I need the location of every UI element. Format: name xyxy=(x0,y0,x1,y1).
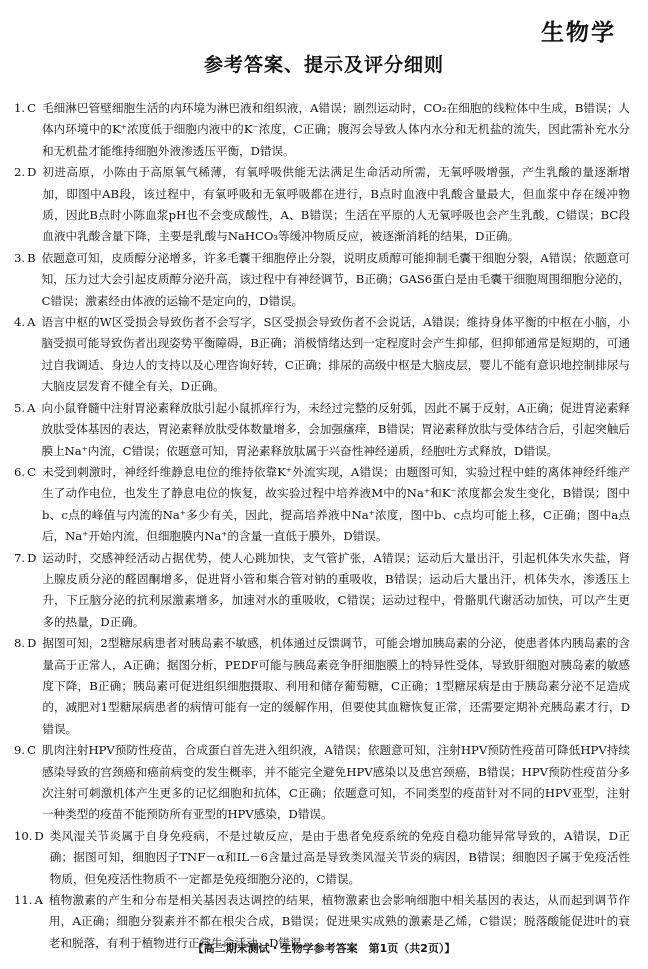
page-footer: 【高二期末测试・生物学参考答案 第1页（共2页）】 xyxy=(192,942,456,955)
answer-item xyxy=(14,633,630,740)
item-answer: D xyxy=(34,828,44,843)
item-number: 11. xyxy=(14,893,33,908)
item-explanation: 向小鼠脊髓中注射胃泌素释放肽引起小鼠抓痒行为，未经过完整的反射弧，因此不属于反射，A正确；促进胃泌素释放肽受体基因的表达，胃泌素释放肽受体数量增多，会加强瘙痒，B错误；胃泌素释放肽与受体结合后，引起突触后膜上Na⁺内流，C错误；依题意可知，胃泌素释放肽属于兴奋性神经递质，经胞吐方式释放，D错误。 xyxy=(41,400,630,458)
item-answer: C xyxy=(27,464,36,479)
answer-item xyxy=(14,462,630,548)
item-answer: D xyxy=(27,550,37,565)
item-answer: C xyxy=(27,101,36,115)
item-answer: C xyxy=(27,743,36,758)
item-number: 5. xyxy=(14,400,26,415)
item-number: 8. xyxy=(14,636,26,651)
item-answer: D xyxy=(27,165,37,180)
item-explanation: 据图可知，2型糖尿病患者对胰岛素不敏感，机体通过反馈调节，可能会增加胰岛素的分泌，使患者体内胰岛素的含量高于正常人，A正确；据图分析，PEDF可能与胰岛素竞争肝细胞膜上的特异性受体，导致肝细胞对胰岛素的敏感度下降，B正确；胰岛素可促进组织细胞摄取、利用和储存葡萄糖，C正确；1型糖尿病是由于胰岛素分泌不足造成的，减肥对1型糖尿病患者的病情可能有一定的缓解作用，但要使其血糖恢复正常，还需要定期补充胰岛素才行，D错误。 xyxy=(42,636,630,736)
subject-label: 生物学 xyxy=(541,20,616,46)
answer-item xyxy=(14,312,630,398)
item-number: 3. xyxy=(14,250,26,265)
item-number: 2. xyxy=(14,165,26,180)
item-number: 1. xyxy=(14,101,26,115)
item-explanation: 肌肉注射HPV预防性疫苗，合成蛋白首先进入组织液，A错误；依题意可知，注射HPV预防性疫苗可降低HPV持续感染导致的宫颈癌和癌前病变的发生概率，并不能完全避免HPV感染以及患宫颈癌，B错误；HPV预防性疫苗分多次注射可刺激机体产生更多的记忆细胞和抗体，C正确；依题意可知，不同类型的疫苗针对不同的HPV亚型，注射一种类型的疫苗不能预防所有亚型的HPV感染，D错误。 xyxy=(41,743,630,822)
item-explanation: 类风湿关节炎属于自身免疫病，不是过敏反应，是由于患者免疫系统的免疫自稳功能异常导致的，A错误，D正确；据图可知，细胞因子TNF－α和IL－6含量过高是导致类风湿关节炎的病因，B错误；细胞因子属于免疫活性物质，但免疫活性物质不一定都是免疫细胞分泌的，C错误。 xyxy=(49,828,630,886)
answer-item xyxy=(14,826,630,890)
answer-list xyxy=(14,98,630,954)
item-explanation: 初进高原，小陈由于高原氧气稀薄，有氧呼吸供能无法满足生命活动所需，无氧呼吸增强，产生乳酸的量逐渐增加，即图中AB段，该过程中，有氧呼吸和无氧呼吸都在进行，B点时血液中乳酸含量最大，但血浆中存在缓冲物质，因此B点时小陈血浆pH也不会变成酸性，A、B错误；生活在平原的人无氧呼吸也会产生乳酸，C错误；BC段血液中乳酸含量下降，主要是乳酸与NaHCO₃等缓冲物质反应，被逐渐消耗的结果，D正确。 xyxy=(42,165,630,244)
item-answer: B xyxy=(27,250,36,265)
item-number: 10. xyxy=(14,828,33,843)
item-explanation: 毛细淋巴管壁细胞生活的内环境为淋巴液和组织液，A错误；剧烈运动时，CO₂在细胞的线粒体中生成，B错误；人体内环境中的K⁺浓度低于细胞内液中的K⁻浓度，C正确；腹泻会导致人体内水分和无机盐的流失，因此需补充水分和无机盐才能维持细胞外液渗透压平衡，D错误。 xyxy=(41,101,630,158)
item-explanation: 未受到刺激时，神经纤维静息电位的维持依靠K⁺外流实现，A错误；由题图可知，实验过程中蛙的离体神经纤维产生了动作电位，也发生了静息电位的恢复，故实验过程中培养液M中的Na⁺和K⁻浓度都会发生变化，B错误；图中b、c点的峰值与内流的Na⁺多少有关，因此，提高培养液中Na⁺浓度，图中b、c点均可能上移，C正确；图中a点后，Na⁺开始内流，但细胞膜内Na⁺的含量一直低于膜外，D错误。 xyxy=(41,464,630,544)
item-answer: A xyxy=(27,315,36,330)
answer-item xyxy=(14,98,630,162)
answer-item xyxy=(14,162,630,248)
item-number: 7. xyxy=(14,550,26,565)
answer-item xyxy=(14,248,630,312)
item-explanation: 语言中枢的W区受损会导致伤者不会写字，S区受损会导致伤者不会说话，A错误；维持身体平衡的中枢在小脑，小脑受损可能导致伤者出现姿势平衡障碍，B正确；消极情绪达到一定程度时会产生抑郁，但抑郁通常是短期的，可通过自我调适、身边人的支持以及心理咨询好转，C正确；排尿的高级中枢是大脑皮层，婴儿不能有意识地控制排尿与大脑皮层发育不健全有关，D正确。 xyxy=(41,315,630,394)
item-number: 4. xyxy=(14,315,26,330)
item-answer: D xyxy=(27,636,37,651)
answer-item xyxy=(14,398,630,462)
item-number: 9. xyxy=(14,743,26,758)
item-explanation: 运动时，交感神经活动占据优势，使人心跳加快，支气管扩张，A错误；运动后大量出汗，引起机体失水失盐，肾上腺皮质分泌的醛固酮增多，促进肾小管和集合管对钠的重吸收，B错误；运动后大量出汗，机体失水，渗透压上升，下丘脑分泌的抗利尿激素增多，加速对水的重吸收，C错误；运动过程中，骨骼肌代谢活动加快，可以产生更多的热量，D正确。 xyxy=(42,550,630,629)
item-explanation: 植物激素的产生和分布是相关基因表达调控的结果，植物激素也会影响细胞中相关基因的表达，从而起到调节作用，A正确；细胞分裂素并不都在根尖合成，B错误；促进果实成熟的激素是乙烯，C错误；脱落酸能促进叶的衰老和脱落，有利于植物进行正常生命活动，D错误。 xyxy=(48,893,630,950)
item-number: 6. xyxy=(14,464,26,479)
item-answer: A xyxy=(27,400,36,415)
item-explanation: 依题意可知，皮质醇分泌增多，许多毛囊干细胞停止分裂，说明皮质醇可能抑制毛囊干细胞分裂，A错误；依题意可知，压力过大会引起皮质醇分泌升高，该过程中有神经调节，B正确；GAS6蛋白是由毛囊干细胞周围细胞分泌的，C错误；激素经由体液的运输不是定向的，D错误。 xyxy=(41,250,630,308)
answer-item xyxy=(14,548,630,634)
answer-item xyxy=(14,740,630,826)
item-answer: A xyxy=(34,893,43,908)
page-title: 参考答案、提示及评分细则 xyxy=(203,54,444,76)
